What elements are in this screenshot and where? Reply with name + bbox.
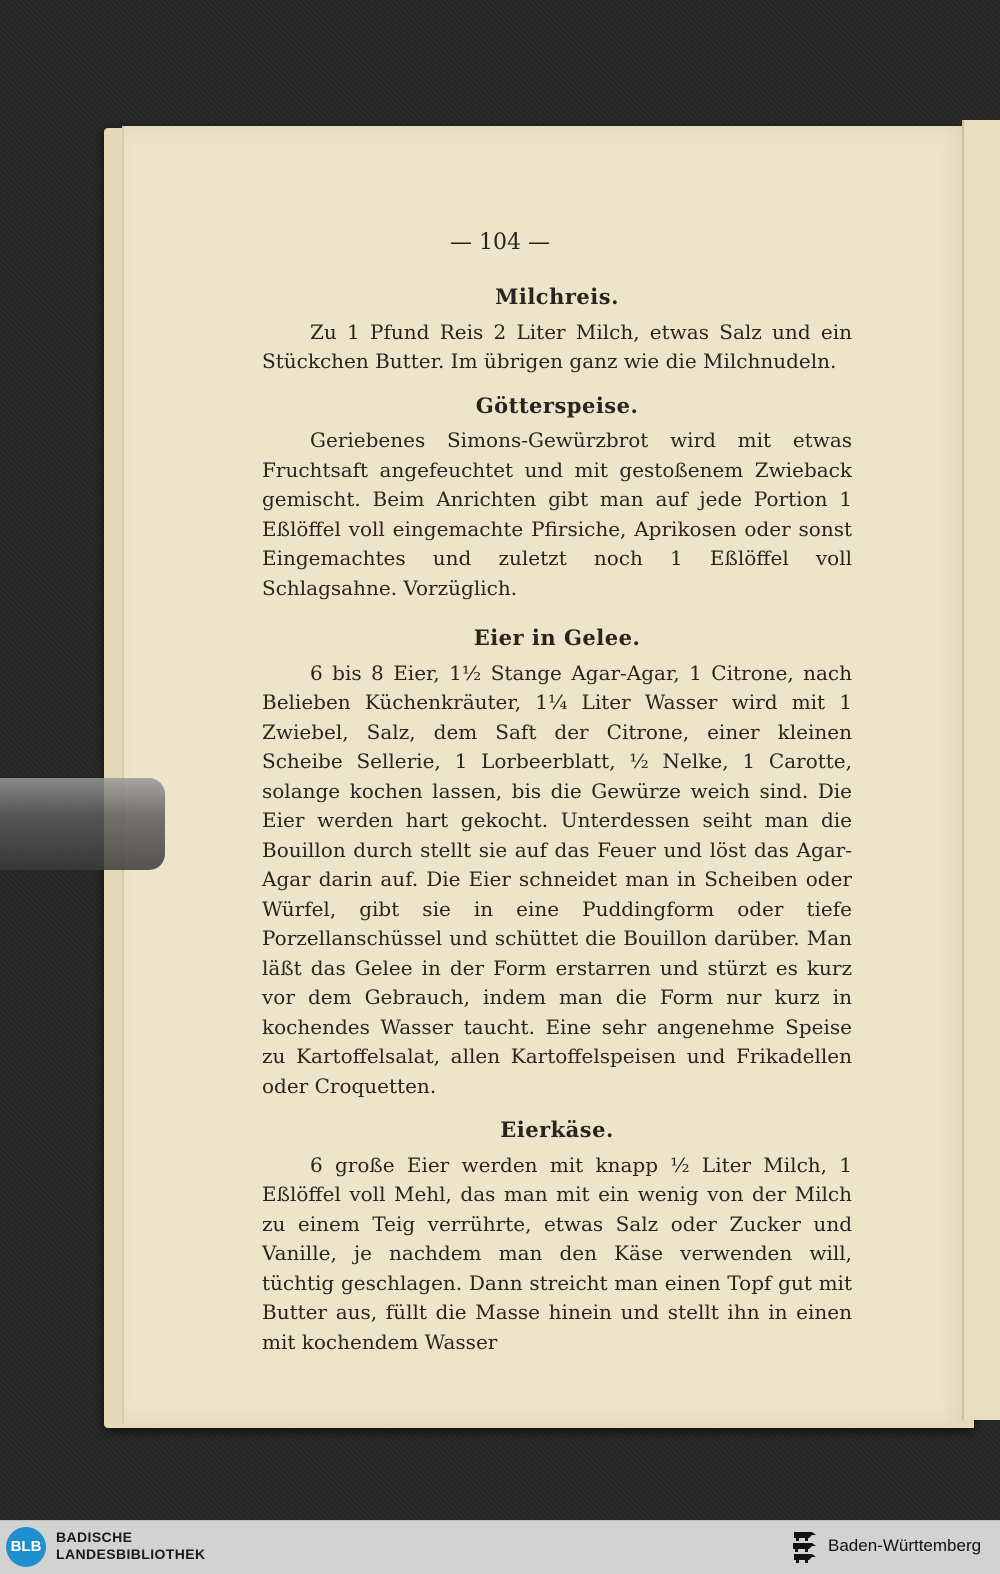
recipe-heading-eier-in-gelee: Eier in Gelee. [473,625,641,650]
recipe-text-eierkaese: 6 große Eier werden mit knapp ½ Liter Milch, 1 Eßlöffel voll Mehl, das man mit ein wenig von der Milch zu einem Teig verrührte, etwas Salz oder Zucker und Vanille, je nachdem man den Käse verwenden will, tüchtig geschlagen. Dann streicht man einen Topf gut mit Butter aus, füllt die Masse hinein und stellt ihn in einen mit kochendem Wasser [262,1152,852,1354]
state-name[interactable]: Baden-Württemberg [828,1536,982,1555]
library-name[interactable] [56,1529,206,1563]
blb-circle-logo[interactable]: BLB [6,1527,46,1567]
recipe-text-milchreis: Zu 1 Pfund Reis 2 Liter Milch, etwas Salz und ein Stückchen Butter. Im übrigen ganz wie die Milchnudeln. [262,319,852,373]
recipe-heading-milchreis: Milchreis. [495,284,619,309]
baden-wuerttemberg-lions-icon [790,1529,820,1565]
recipe-text-eier-in-gelee: 6 bis 8 Eier, 1½ Stange Agar-Agar, 1 Citrone, nach Belieben Küchenkräuter, 1¼ Liter Wasser wird mit 1 Zwiebel, Salz, dem Saft der Citrone, einer kleinen Scheibe Sellerie, 1 Lorbeerblatt, ½ Nelke, 1 Carotte, solange kochen lassen, bis die Gewürze weich sind. Die Eier werden hart gekocht. Unterdessen seiht man die Bouillon durch stellt sie auf das Feuer und löst das Agar-Agar darin auf. Die Eier schneidet man in Scheiben oder Würfel, gibt sie in eine Puddingform oder tiefe Porzellanschüssel und schüttet die Bouillon darüber. Man läßt das Gelee in der Form erstarren und stürzt es kurz vor dem Gebrauch, indem man die Form nur kurz in kochendes Wasser taucht. Eine sehr angenehme Speise zu Kartoffelsalat, allen Kartoffelspeisen und Frikadellen oder Croquetten. [262,660,852,1098]
page-holder-clip [0,778,165,870]
facing-page-edge [962,120,1000,1420]
library-name-line1: BADISCHE [56,1529,133,1545]
page-number: — 104 — [450,230,550,255]
page-text [262,280,852,1371]
recipe-heading-goetterspeise: Götterspeise. [475,392,639,418]
footer-bar [0,1520,1000,1574]
library-name-line2: LANDESBIBLIOTHEK [56,1546,206,1562]
recipe-text-goetterspeise: Geriebenes Simons-Gewürzbrot wird mit etwas Fruchtsaft angefeuchtet und mit gestoßenem Zwieback gemischt. Beim Anrichten gibt man auf jede Portion 1 Eßlöffel voll eingemachte Pfirsiche, Aprikosen oder sonst Eingemachtes und zuletzt noch 1 Eßlöffel voll Schlagsahne. Vorzüglich. [262,428,852,600]
recipe-heading-eierkaese: Eierkäse. [500,1117,614,1142]
